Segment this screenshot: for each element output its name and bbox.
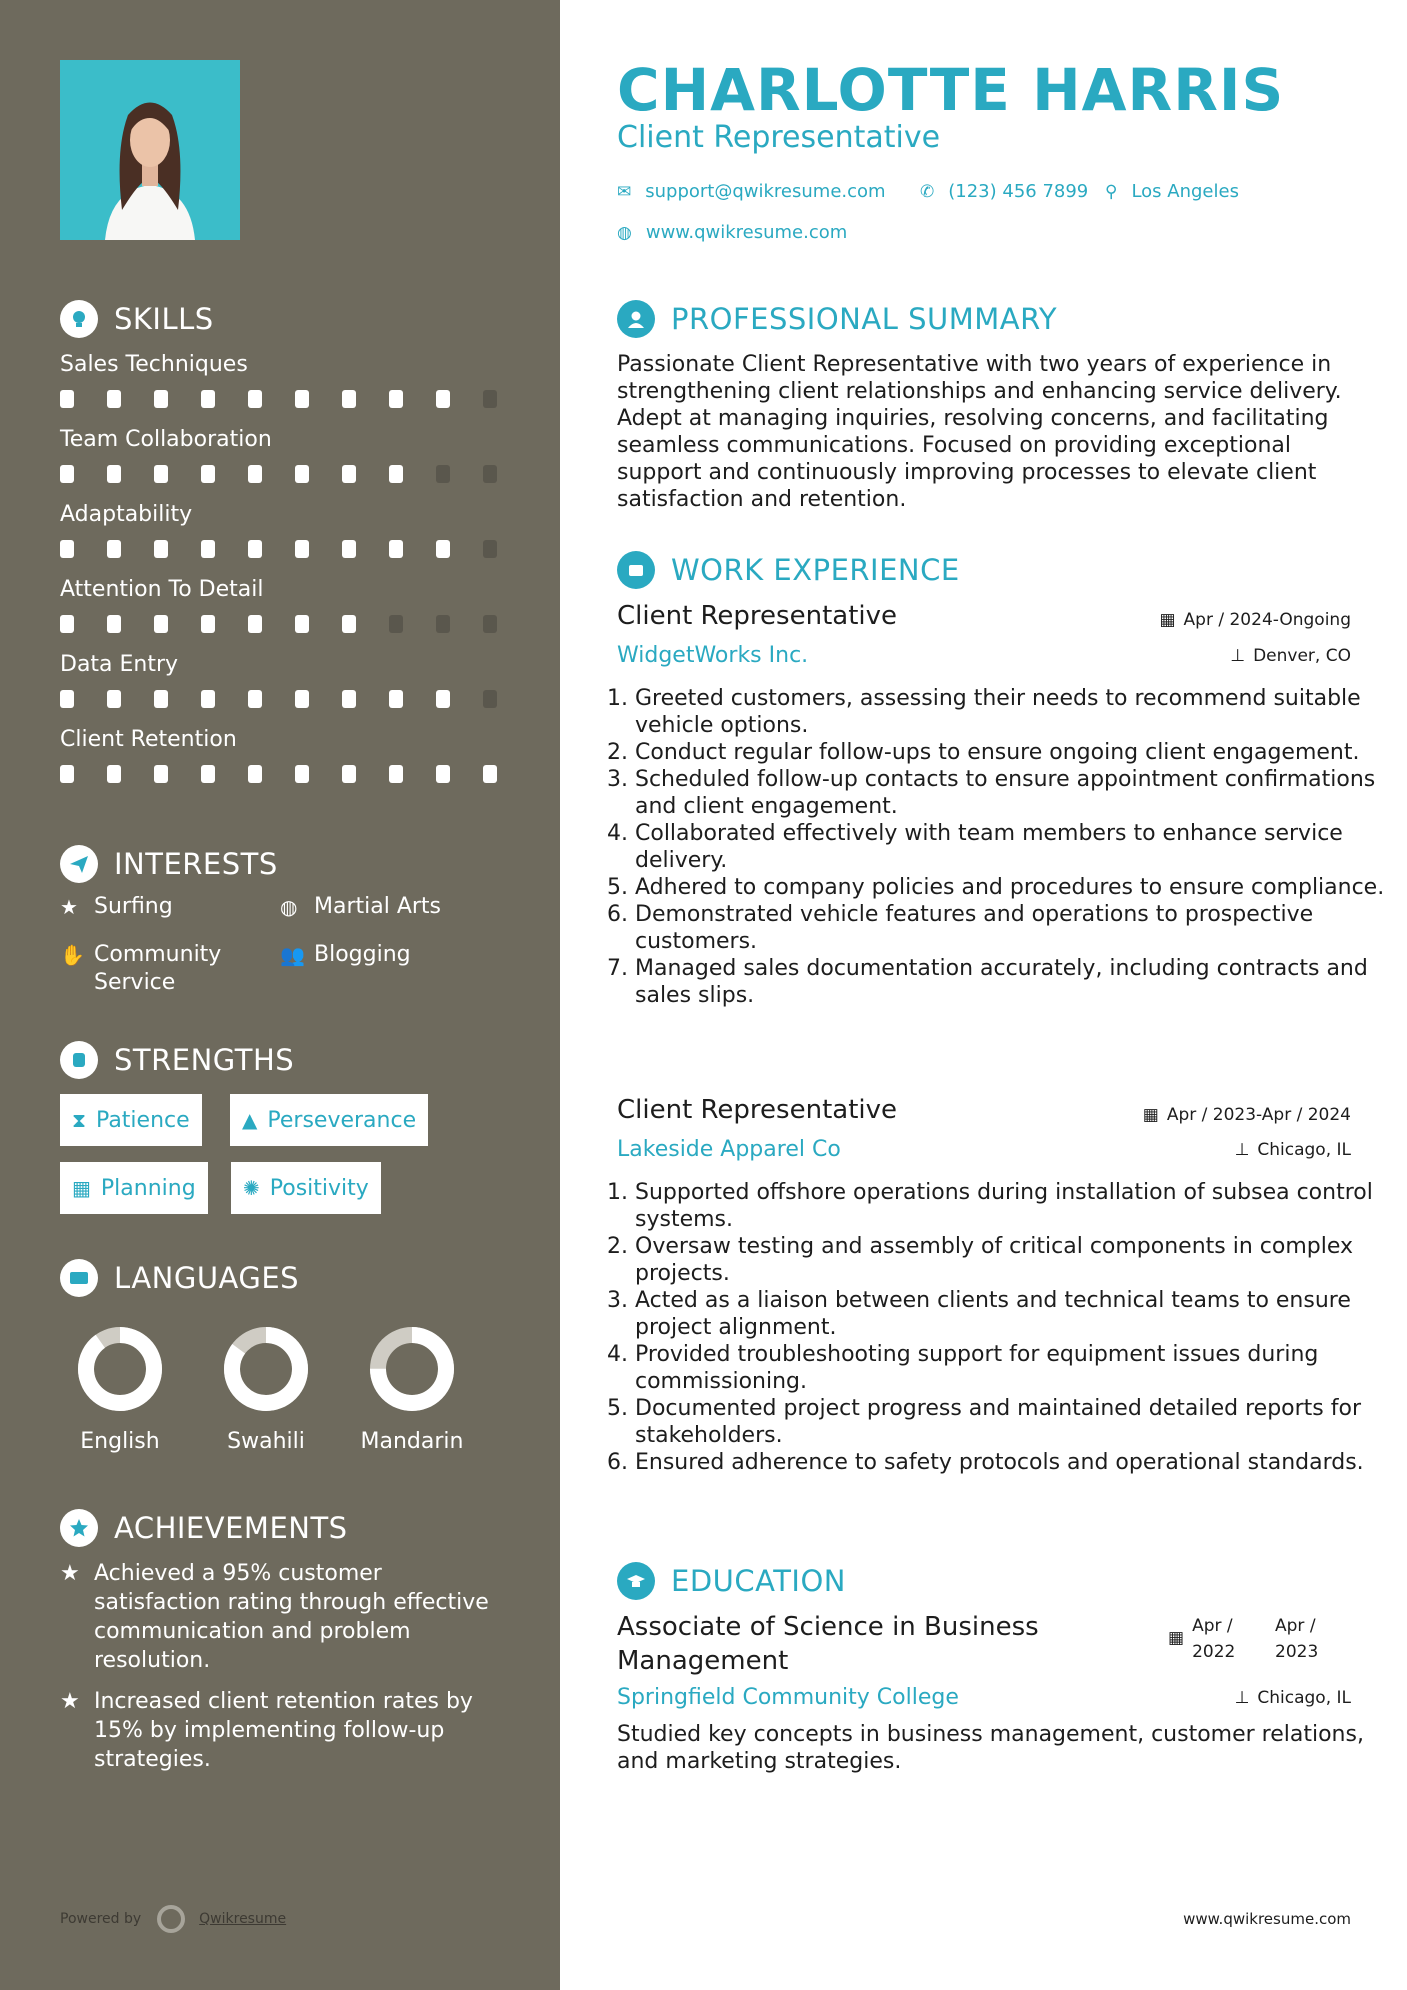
skill-dot — [154, 765, 168, 783]
skill-dot — [201, 615, 215, 633]
envelope-icon: ✉ — [617, 181, 632, 202]
skill-dot — [107, 390, 121, 408]
skill-name: Data Entry — [60, 652, 179, 677]
users-icon: 👥 — [280, 943, 305, 967]
skill-dot — [389, 690, 403, 708]
achievements-heading — [60, 1509, 348, 1547]
experience-heading — [617, 551, 960, 589]
achievements-title: ACHIEVEMENTS — [114, 1511, 348, 1545]
duty-item: 2. Conduct regular follow-ups to ensure ongoing client engagement. — [635, 739, 1405, 766]
shooting-star-icon: ★ — [60, 1561, 80, 1586]
main-content — [560, 0, 1407, 1990]
duty-item: 1. Greeted customers, assessing their needs to recommend suitable vehicle options. — [635, 685, 1405, 739]
interests-heading — [60, 845, 278, 883]
interest-item: 👥 Blogging — [280, 942, 411, 967]
skill-dot — [295, 690, 309, 708]
hand-icon: ✋ — [60, 943, 85, 967]
language-name: Swahili — [227, 1429, 305, 1454]
skills-title: SKILLS — [114, 302, 214, 336]
skill-dot — [201, 690, 215, 708]
skill-dot — [107, 540, 121, 558]
strengths-title: STRENGTHS — [114, 1043, 295, 1077]
skill-dot — [154, 390, 168, 408]
job-company: Lakeside Apparel Co — [617, 1137, 841, 1162]
skill-dot — [201, 465, 215, 483]
languages-title: LANGUAGES — [114, 1261, 300, 1295]
skill-dot — [248, 765, 262, 783]
skill-dot — [248, 690, 262, 708]
job-location: ⊥ Denver, CO — [1230, 646, 1351, 666]
skill-dot — [342, 390, 356, 408]
education-start: ▦ Apr / 2022 — [1168, 1613, 1243, 1665]
user-icon — [617, 300, 655, 338]
email[interactable]: ✉ support@qwikresume.com — [617, 181, 886, 202]
skill-dot — [295, 765, 309, 783]
summary-text: Passionate Client Representative with two years of experience in strengthening client relationships and enhancing service delivery. Adept at managing inquiries, resolving concerns, and facilitating seamless communications. Focused on providing exceptional support and continuously improving processes to elevate client satisfaction and retention. — [617, 352, 1342, 512]
candidate-name: CHARLOTTE HARRIS — [617, 56, 1285, 124]
pin-icon: ⊥ — [1230, 646, 1246, 666]
school-location: ⊥ Chicago, IL — [1234, 1688, 1351, 1708]
pin-icon: ⊥ — [1234, 1688, 1250, 1708]
duty-item: 7. Managed sales documentation accurately, including contracts and sales slips. — [635, 955, 1405, 1009]
skill-rating — [60, 615, 530, 633]
job-title: Client Representative — [617, 601, 897, 631]
language-level-donut — [369, 1326, 455, 1412]
skill-dot — [154, 465, 168, 483]
strength-chip: ▲ Perseverance — [230, 1094, 428, 1146]
skill-rating — [60, 690, 530, 708]
skill-dot — [342, 615, 356, 633]
skill-rating — [60, 540, 530, 558]
interest-item: ★ Surfing — [60, 894, 173, 919]
paper-plane-icon — [60, 845, 98, 883]
education-title: EDUCATION — [671, 1564, 847, 1598]
duty-item: 3. Acted as a liaison between clients and technical teams to ensure project alignment. — [635, 1287, 1405, 1341]
strengths-heading — [60, 1041, 294, 1079]
skill-dot — [483, 765, 497, 783]
skill-dot — [248, 540, 262, 558]
skill-dot — [342, 540, 356, 558]
job-location: ⊥ Chicago, IL — [1234, 1140, 1351, 1160]
footer-website[interactable]: www.qwikresume.com — [1183, 1910, 1351, 1928]
skill-dot — [483, 690, 497, 708]
achievement-item: ★ Achieved a 95% customer satisfaction rating through effective communication and problem resolution. — [60, 1561, 489, 1673]
skill-dot — [248, 390, 262, 408]
skill-dot — [248, 615, 262, 633]
skill-dot — [436, 465, 450, 483]
qwikresume-logo-icon — [157, 1905, 185, 1933]
skill-dot — [436, 615, 450, 633]
lightbulb-icon — [60, 300, 98, 338]
calendar-icon: ▦ — [1142, 1105, 1159, 1125]
degree: Associate of Science in Business Management — [617, 1612, 1039, 1676]
skill-dot — [483, 390, 497, 408]
skill-name: Attention To Detail — [60, 577, 264, 602]
job-duties — [617, 685, 1405, 1009]
skill-dot — [60, 615, 74, 633]
translate-icon — [60, 1259, 98, 1297]
skill-dot — [248, 465, 262, 483]
skill-dot — [436, 540, 450, 558]
star-icon: ★ — [60, 895, 78, 919]
skill-name: Adaptability — [60, 502, 193, 527]
summary-heading — [617, 300, 1057, 338]
skill-dot — [389, 765, 403, 783]
language-name: Mandarin — [360, 1429, 464, 1454]
skill-rating — [60, 765, 530, 783]
school: Springfield Community College — [617, 1685, 959, 1710]
duty-item: 2. Oversaw testing and assembly of critical components in complex projects. — [635, 1233, 1405, 1287]
pin-icon: ⊥ — [1234, 1140, 1250, 1160]
job-dates: ▦ Apr / 2024-Ongoing — [1159, 610, 1351, 630]
trophy-icon — [60, 1509, 98, 1547]
skill-name: Team Collaboration — [60, 427, 272, 452]
skill-dot — [60, 765, 74, 783]
skill-dot — [60, 465, 74, 483]
language-name: English — [80, 1429, 160, 1454]
duty-item: 3. Scheduled follow-up contacts to ensure appointment confirmations and client engagement. — [635, 766, 1405, 820]
skill-dot — [389, 465, 403, 483]
education-description: Studied key concepts in business management, customer relations, and marketing strategies. — [617, 1722, 1364, 1774]
shooting-star-icon: ★ — [60, 1689, 80, 1714]
skill-dot — [107, 690, 121, 708]
location: ⚲ Los Angeles — [1105, 181, 1239, 202]
phone[interactable]: ✆ (123) 456 7899 — [920, 181, 1089, 202]
skill-dot — [436, 390, 450, 408]
skill-dot — [295, 615, 309, 633]
powered-by: Powered by Qwikresume — [60, 1905, 286, 1933]
fist-icon — [60, 1041, 98, 1079]
languages-heading — [60, 1259, 299, 1297]
skill-dot — [389, 615, 403, 633]
skill-dot — [60, 390, 74, 408]
experience-title: WORK EXPERIENCE — [671, 553, 960, 587]
skill-rating — [60, 465, 530, 483]
skill-dot — [389, 390, 403, 408]
skill-dot — [295, 540, 309, 558]
skill-dot — [295, 390, 309, 408]
duty-item: 6. Demonstrated vehicle features and operations to prospective customers. — [635, 901, 1405, 955]
duty-item: 5. Documented project progress and maintained detailed reports for stakeholders. — [635, 1395, 1405, 1449]
profile-photo — [60, 60, 240, 240]
skill-dot — [107, 465, 121, 483]
skill-dot — [154, 690, 168, 708]
skill-dot — [436, 765, 450, 783]
skill-dot — [107, 615, 121, 633]
donut-fill — [86, 1335, 154, 1403]
strength-chip: ✺ Positivity — [231, 1162, 381, 1214]
skill-dot — [107, 765, 121, 783]
candidate-role: Client Representative — [617, 120, 941, 155]
job-duties — [617, 1179, 1405, 1476]
skill-dot — [201, 540, 215, 558]
job-company: WidgetWorks Inc. — [617, 643, 809, 668]
skill-dot — [60, 690, 74, 708]
calendar-icon: ▦ — [72, 1176, 91, 1200]
briefcase-icon — [617, 551, 655, 589]
skill-dot — [342, 465, 356, 483]
duty-item: 1. Supported offshore operations during installation of subsea control systems. — [635, 1179, 1405, 1233]
duty-item: 4. Collaborated effectively with team members to enhance service delivery. — [635, 820, 1405, 874]
strength-chip: ▦ Planning — [60, 1162, 208, 1214]
skill-rating — [60, 390, 530, 408]
road-icon: ▲ — [242, 1108, 258, 1132]
skill-dot — [342, 765, 356, 783]
sidebar — [0, 0, 560, 1990]
achievement-item: ★ Increased client retention rates by 15% by implementing follow-up strategies. — [60, 1689, 473, 1772]
interests-title: INTERESTS — [114, 847, 278, 881]
hourglass-icon: ⧗ — [72, 1108, 87, 1132]
language-level-donut — [77, 1326, 163, 1412]
website[interactable]: ◍ www.qwikresume.com — [617, 222, 848, 243]
skill-dot — [483, 615, 497, 633]
calendar-icon: ▦ — [1159, 610, 1176, 630]
interest-item: ◍ Martial Arts — [280, 894, 442, 919]
skills-heading — [60, 300, 214, 338]
globe-icon: ◍ — [280, 895, 298, 919]
duty-item: 4. Provided troubleshooting support for equipment issues during commissioning. — [635, 1341, 1405, 1395]
skill-dot — [201, 765, 215, 783]
job-dates: ▦ Apr / 2023-Apr / 2024 — [1142, 1105, 1351, 1125]
duty-item: 6. Ensured adherence to safety protocols and operational standards. — [635, 1449, 1405, 1476]
skill-dot — [154, 540, 168, 558]
skill-dot — [201, 390, 215, 408]
summary-title: PROFESSIONAL SUMMARY — [671, 302, 1058, 336]
skill-dot — [342, 690, 356, 708]
education-heading — [617, 1562, 846, 1600]
globe-icon: ◍ — [617, 222, 632, 243]
skill-name: Client Retention — [60, 727, 237, 752]
skill-dot — [295, 465, 309, 483]
skill-name: Sales Techniques — [60, 352, 248, 377]
calendar-icon: ▦ — [1168, 1628, 1185, 1648]
duty-item: 5. Adhered to company policies and procedures to ensure compliance. — [635, 874, 1405, 901]
job-title: Client Representative — [617, 1095, 897, 1125]
education-end: Apr / 2023 — [1275, 1616, 1319, 1662]
map-pin-icon: ⚲ — [1105, 181, 1118, 202]
strength-chip: ⧗ Patience — [60, 1094, 202, 1146]
skill-dot — [483, 540, 497, 558]
skill-dot — [389, 540, 403, 558]
graduation-cap-icon — [617, 1562, 655, 1600]
phone-icon: ✆ — [920, 181, 935, 202]
qwikresume-link[interactable]: Qwikresume — [199, 1911, 287, 1927]
language-level-donut — [223, 1326, 309, 1412]
skill-dot — [483, 465, 497, 483]
skill-dot — [436, 690, 450, 708]
skill-dot — [60, 540, 74, 558]
sun-icon: ✺ — [243, 1176, 260, 1200]
skill-dot — [154, 615, 168, 633]
interest-item: ✋ Community Service — [60, 942, 222, 995]
